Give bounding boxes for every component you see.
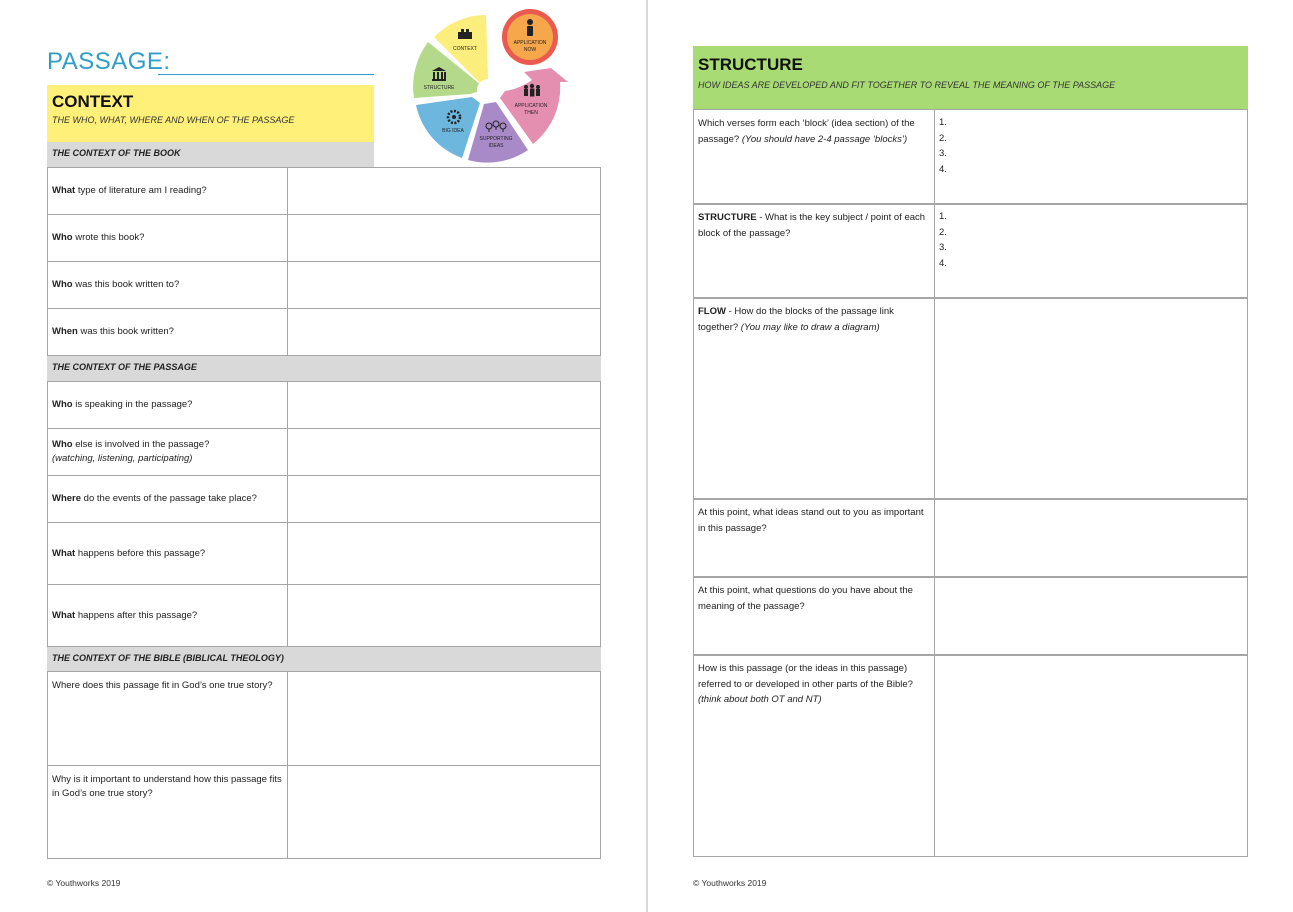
question-text: Why is it important to understand how this passage fits in God’s one true story? [52,774,282,799]
section-book: THE CONTEXT OF THE BOOK [47,142,374,167]
question-keyword: STRUCTURE [698,212,757,223]
table-row [47,475,601,523]
application-now-label-1: APPLICATION [513,40,547,46]
context-subtitle: THE WHO, WHAT, WHERE AND WHEN OF THE PASSAGE [52,115,295,125]
context-header [47,85,374,142]
question-cell [48,168,288,214]
answer-cell[interactable] [935,577,1247,655]
question-keyword: What [52,609,76,621]
answer-cell[interactable] [935,655,1247,856]
table-row [47,522,601,585]
table-row [47,167,601,215]
question-text: How is this passage (or the ideas in this passage) referred to or developed in other parts of the Bible? [698,663,913,690]
question-cell [694,577,935,655]
table-row [47,261,601,309]
question-note: (You may like to draw a diagram) [740,321,880,333]
question-keyword: When [52,326,78,337]
question-keyword: What [52,547,76,559]
diagram-center [477,79,499,101]
application-then-label-2: THEN [524,110,538,116]
question-keyword: Who [52,439,73,450]
table-row [693,109,1248,205]
table-row [693,498,1248,578]
answer-cell[interactable] [935,499,1247,577]
question-text: At this point, what questions do you have about the meaning of the passage? [698,585,913,612]
answer-cell[interactable] [288,476,600,522]
question-keyword: Where [52,493,82,504]
question-text: was this book written? [77,326,174,337]
question-text: Which verses form each ‘block’ (idea section) of the passage? [698,118,915,145]
table-row [47,428,601,476]
right-footer: © Youthworks 2019 [693,878,767,888]
question-cell [48,585,288,646]
question-text: type of literature am I reading? [75,185,207,196]
list-number: 4. [939,257,947,269]
question-text: Where does this passage fit in God’s one true story? [52,680,273,691]
answer-cell[interactable] [288,585,600,646]
answer-cell[interactable] [288,766,600,858]
question-text: At this point, what ideas stand out to you as important in this passage? [698,507,924,534]
question-text: wrote this book? [72,232,145,243]
list-number: 3. [939,242,947,253]
passage-input-line[interactable] [158,74,374,75]
answer-cell[interactable] [288,262,600,308]
table-row [47,381,601,429]
question-text: - How do the blocks of the passage link together? [698,306,894,333]
question-text: happens before this passage? [75,547,206,559]
question-cell [694,204,935,298]
answer-cell[interactable] [288,168,600,214]
question-note: (You should have 2-4 passage ‘blocks’) [741,133,908,145]
list-number: 2. [939,132,947,144]
question-cell [48,476,288,522]
question-keyword: FLOW [698,306,726,317]
table-row [693,654,1248,857]
question-text: else is involved in the passage? [72,439,210,450]
table-row [693,297,1248,500]
answer-cell[interactable] [288,382,600,428]
table-row [47,584,601,647]
table-row [47,214,601,262]
table-row [47,765,601,859]
list-number: 2. [939,226,947,238]
question-keyword: Who [52,279,73,290]
answer-cell[interactable] [935,298,1247,499]
people-icon [524,84,540,97]
left-footer: © Youthworks 2019 [47,878,121,888]
question-cell [48,766,288,858]
table-row [47,308,601,356]
question-text: was this book written to? [72,279,180,290]
supporting-ideas-label-2: IDEAS [488,143,504,149]
question-cell [48,382,288,428]
list-number: 1. [939,211,947,222]
application-now-label-2: NOW [523,47,537,53]
person-icon [527,19,533,36]
structure-title: STRUCTURE [698,55,803,74]
page-divider [646,0,648,912]
answer-cell[interactable] [935,110,1247,204]
question-text: do the events of the passage take place? [81,493,257,504]
application-then-label-1: APPLICATION [514,103,548,109]
question-cell [48,523,288,584]
table-row [693,576,1248,656]
context-segment-label: CONTEXT [453,46,477,52]
question-keyword: Who [52,399,73,410]
table-row [693,203,1248,299]
question-cell [694,298,935,499]
question-text: is speaking in the passage? [72,399,193,410]
structure-header [693,46,1248,109]
context-title: CONTEXT [52,92,134,111]
question-text: happens after this passage? [75,609,198,621]
answer-cell[interactable] [288,215,600,261]
answer-cell[interactable] [288,429,600,475]
question-note: (watching, listening, participating) [52,453,193,464]
question-cell [694,110,935,204]
structure-segment-label: STRUCTURE [423,85,455,91]
answer-cell[interactable] [288,672,600,765]
section-passage: THE CONTEXT OF THE PASSAGE [47,356,601,381]
study-cycle-diagram [410,5,570,165]
passage-label: PASSAGE: [47,48,171,75]
question-cell [694,499,935,577]
answer-cell[interactable] [288,523,600,584]
answer-cell[interactable] [935,204,1247,298]
list-number: 3. [939,148,947,159]
list-number: 4. [939,163,947,175]
table-row [47,671,601,766]
question-cell [694,655,935,856]
structure-subtitle: HOW IDEAS ARE DEVELOPED AND FIT TOGETHER TO REVEAL THE MEANING OF THE PASSAGE [698,80,1116,90]
answer-cell[interactable] [288,309,600,355]
question-keyword: What [52,185,76,196]
question-cell [48,309,288,355]
question-cell [48,215,288,261]
question-note: (think about both OT and NT) [698,694,822,705]
list-number: 1. [939,117,947,128]
question-cell [48,429,288,475]
question-text: - What is the key subject / point of each block of the passage? [698,212,926,239]
supporting-ideas-label-1: SUPPORTING [479,136,513,142]
section-bible: THE CONTEXT OF THE BIBLE (BIBLICAL THEOLOGY) [47,647,601,671]
question-cell [48,672,288,765]
question-cell [48,262,288,308]
big-idea-segment-label: BIG IDEA [442,128,464,134]
question-keyword: Who [52,232,73,243]
